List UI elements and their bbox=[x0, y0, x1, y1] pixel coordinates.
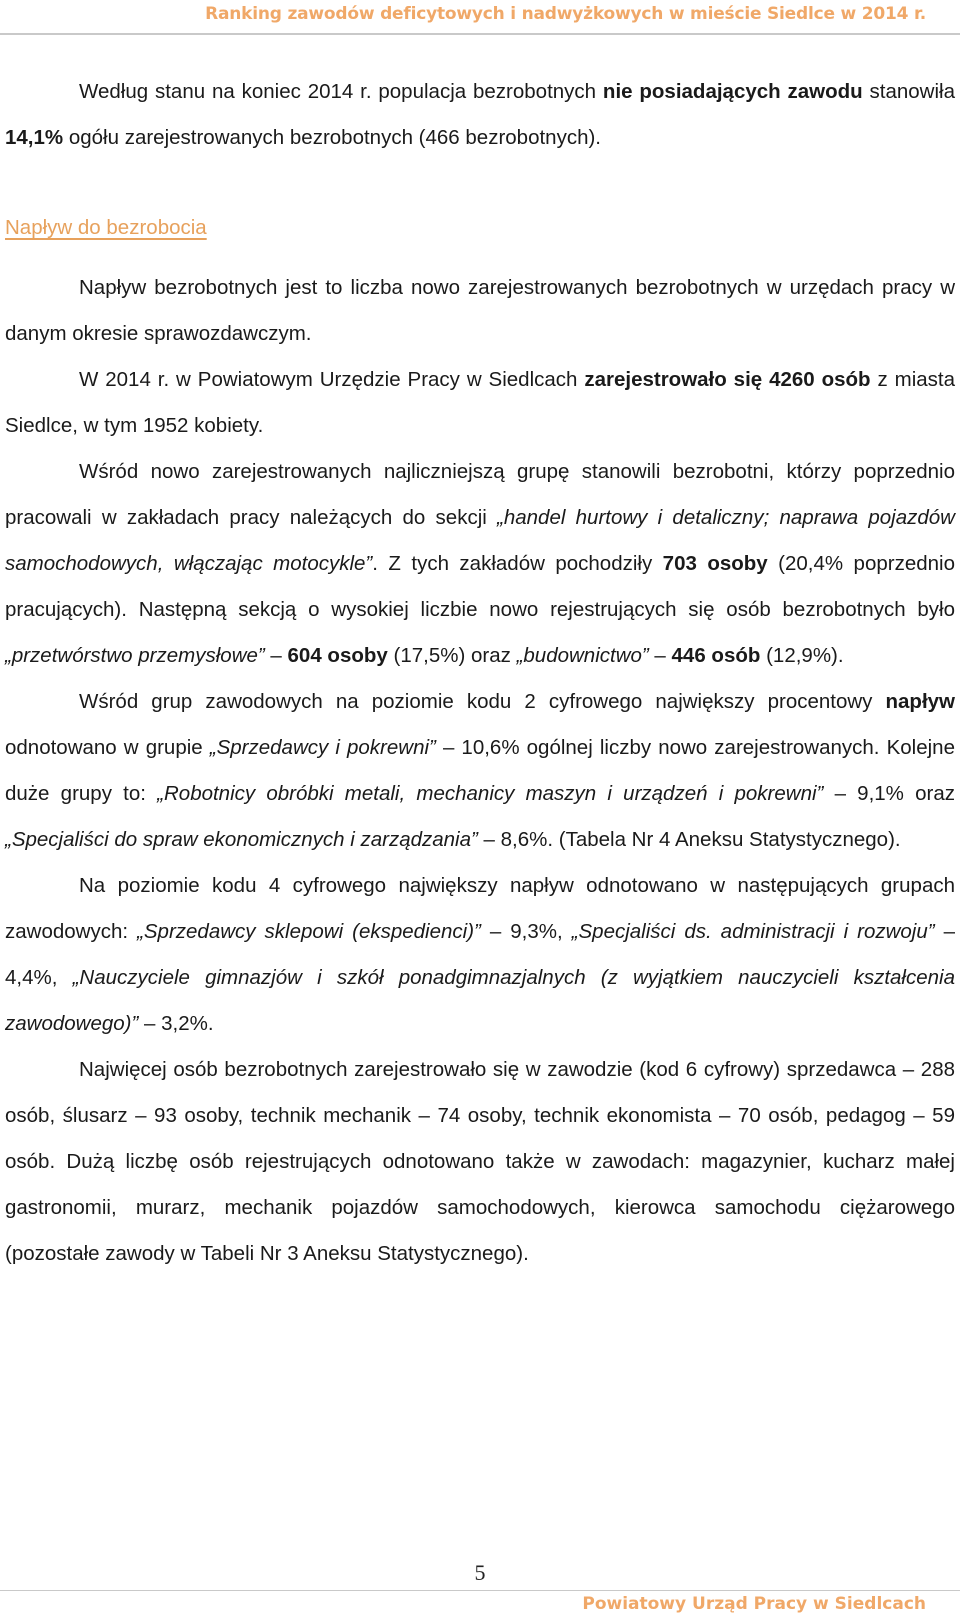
bold-run: zarejestrowało się 4260 osób bbox=[584, 368, 871, 391]
italic-run: „handel hurtowy i detaliczny; naprawa pojazdów samochodowych, włączając motocykle” bbox=[5, 506, 955, 575]
bold-run: 14,1% bbox=[5, 126, 64, 149]
spacer bbox=[5, 251, 955, 265]
bold-run: nie posiadających zawodu bbox=[602, 80, 863, 103]
paragraph-occupational-groups bbox=[5, 679, 955, 863]
text-run: stanowiła bbox=[862, 80, 955, 103]
bold-run: 703 osoby bbox=[662, 552, 768, 575]
section-heading: Napływ do bezrobocia bbox=[5, 216, 207, 239]
text-run: z miasta Siedlce, w tym 1952 kobiety. bbox=[5, 368, 956, 437]
text-run: (17,5%) oraz bbox=[387, 644, 517, 667]
paragraph-definition: Napływ bezrobotnych jest to liczba nowo zarejestrowanych bezrobotnych w urzędach pracy w danym okresie sprawozdawczym. bbox=[5, 276, 955, 345]
text-run: – bbox=[648, 644, 672, 667]
bold-run: 604 osoby bbox=[287, 644, 388, 667]
footer-rule bbox=[0, 1590, 960, 1591]
italic-run: „Sprzedawcy i pokrewni” bbox=[209, 736, 436, 759]
bold-run: 446 osób bbox=[671, 644, 761, 667]
italic-run: „budownictwo” bbox=[516, 644, 649, 667]
running-footer: Powiatowy Urząd Pracy w Siedlcach bbox=[582, 1594, 926, 1614]
text-run: ogółu zarejestrowanych bezrobotnych (466 bezrobotnych). bbox=[63, 126, 602, 149]
text-run: – 4,4%, bbox=[5, 920, 955, 989]
text-run: Na poziomie kodu 4 cyfrowego największy napływ odnotowano w następujących grupach zawodowych: bbox=[5, 874, 955, 943]
text-run: (12,9%). bbox=[760, 644, 844, 667]
header-rule bbox=[0, 33, 960, 35]
italic-run: „Sprzedawcy sklepowi (ekspedienci)” bbox=[137, 920, 481, 943]
text-run: Według stanu na koniec 2014 r. populacja bezrobotnych bbox=[79, 80, 603, 103]
text-run: – 10,6% ogólnej liczby nowo zarejestrowanych. Kolejne duże grupy to: bbox=[5, 736, 955, 805]
text-run: W 2014 r. w Powiatowym Urzędzie Pracy w Siedlcach bbox=[79, 368, 585, 391]
paragraph-registrations bbox=[5, 357, 955, 449]
text-run: Wśród nowo zarejestrowanych najliczniejszą grupę stanowili bezrobotni, którzy poprzednio pracowali w zakładach pracy należących do sekcji bbox=[5, 460, 955, 529]
text-run: odnotowano w grupie bbox=[5, 736, 210, 759]
paragraph-four-digit-groups bbox=[5, 863, 955, 1047]
paragraph-intro bbox=[5, 69, 955, 161]
text-run: (20,4% poprzednio pracujących). Następną sekcją o wysokiej liczbie nowo rejestrujących się osób bezrobotnych było bbox=[5, 552, 955, 621]
italic-run: „przetwórstwo przemysłowe” bbox=[5, 644, 265, 667]
text-run: – 3,2%. bbox=[138, 1012, 214, 1035]
italic-run: „Specjaliści do spraw ekonomicznych i zarządzania” bbox=[5, 828, 478, 851]
text-run: – 9,3%, bbox=[480, 920, 572, 943]
text-run: – 9,1% oraz bbox=[823, 782, 955, 805]
page-number: 5 bbox=[474, 1560, 486, 1585]
spacer bbox=[5, 161, 955, 205]
paragraph-top-occupations: Najwięcej osób bezrobotnych zarejestrowało się w zawodzie (kod 6 cyfrowy) sprzedawca – 288 osób, ślusarz – 93 osoby, technik mechanik – 74 osoby, technik ekonomista – 70 osób, pedagog – 59 osób. Dużą liczbę osób rejestrujących odnotowano także w zawodach: magazynier, kucharz małej gastronomii, murarz, mechanik pojazdów samochodowych, kierowca samochodu ciężarowego (pozostałe zawody w Tabeli Nr 3 Aneksu Statystycznego). bbox=[5, 1058, 955, 1265]
document-body bbox=[5, 69, 955, 1277]
italic-run: „Nauczyciele gimnazjów i szkół ponadgimnazjalnych (z wyjątkiem nauczycieli kształcenia zawodowego)” bbox=[5, 966, 955, 1035]
running-header: Ranking zawodów deficytowych i nadwyżkowych w mieście Siedlce w 2014 r. bbox=[205, 4, 926, 24]
italic-run: „Robotnicy obróbki metali, mechanicy maszyn i urządzeń i pokrewni” bbox=[157, 782, 824, 805]
text-run: – bbox=[264, 644, 288, 667]
text-run: – 8,6%. (Tabela Nr 4 Aneksu Statystycznego). bbox=[477, 828, 901, 851]
paragraph-sections bbox=[5, 449, 955, 679]
bold-run: napływ bbox=[885, 690, 955, 713]
text-run: . Z tych zakładów pochodziły bbox=[372, 552, 663, 575]
text-run: Wśród grup zawodowych na poziomie kodu 2 cyfrowego największy procentowy bbox=[79, 690, 886, 713]
italic-run: „Specjaliści ds. administracji i rozwoju” bbox=[571, 920, 935, 943]
